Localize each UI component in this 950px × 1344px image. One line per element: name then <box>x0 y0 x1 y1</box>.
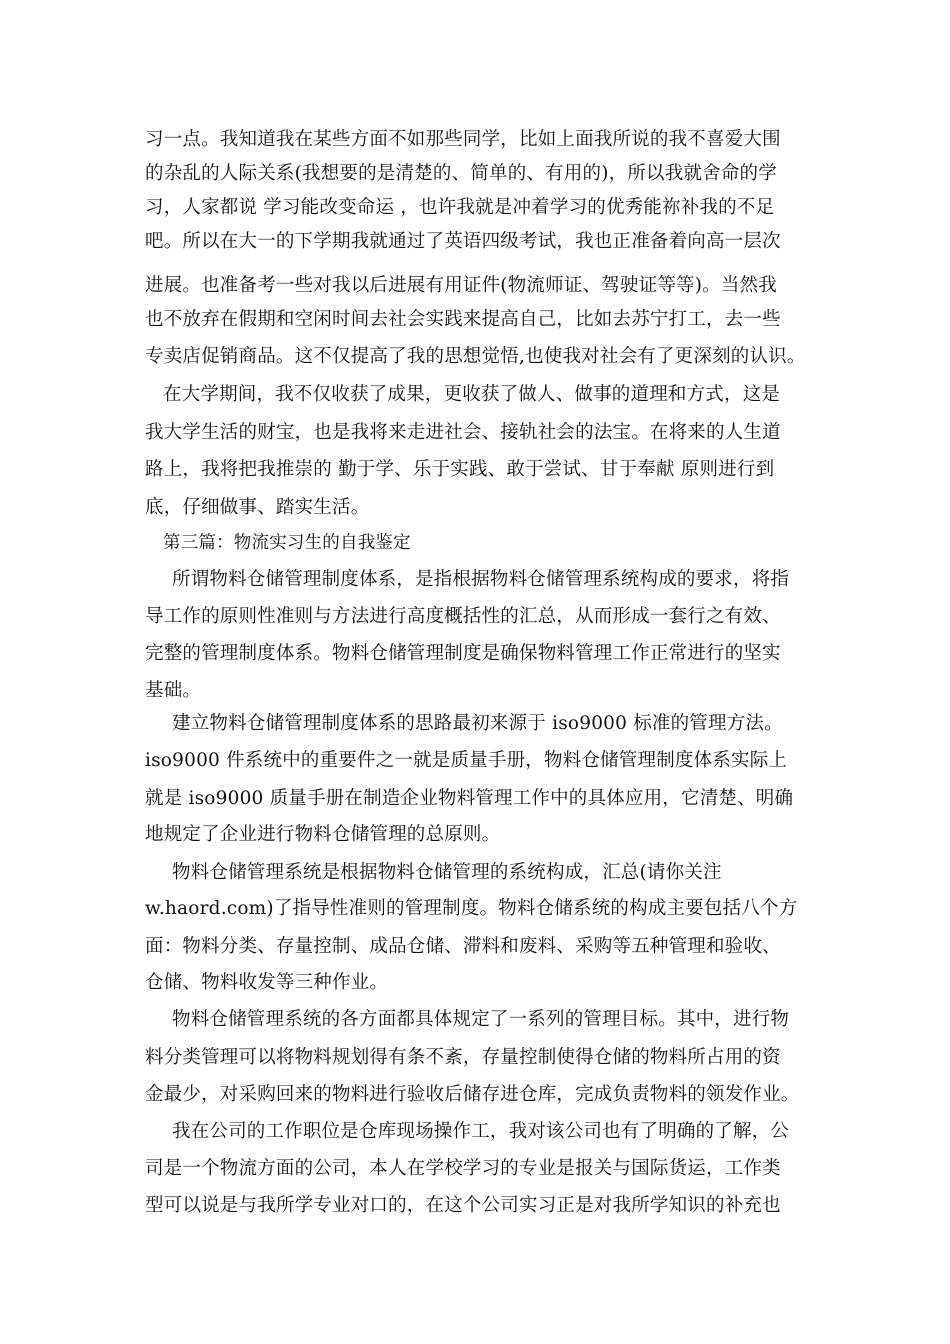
text-line: 仓储、物料收发等三种作业。 <box>145 972 389 993</box>
paragraph-start-line: 物料仓储管理系统的各方面都具体规定了一系列的管理目标。其中，进行物 <box>172 1009 790 1030</box>
paragraph-start-line: 在大学期间，我不仅收获了成果，更收获了做人、做事的道理和方式，这是 <box>163 384 781 405</box>
paragraph-start-line: 所谓物料仓储管理制度体系，是指根据物料仓储管理系统构成的要求，将指 <box>172 569 790 590</box>
text-line: 金最少，对采购回来的物料进行验收后储存进仓库，完成负责物料的领发作业。 <box>145 1084 800 1105</box>
section-heading: 第三篇：物流实习生的自我鉴定 <box>163 533 411 553</box>
text-line: 吧。所以在大一的下学期我就通过了英语四级考试，我也正准备着向高一层次 <box>145 231 781 252</box>
text-line: 习，人家都说 学习能改变命运 ，也许我就是冲着学习的优秀能祢补我的不足 <box>145 197 775 218</box>
text-line: 进展。也准备考一些对我以后进展有用证件(物流师证、驾驶证等等)。当然我 <box>145 275 777 296</box>
text-line: 也不放弃在假期和空闲时间去社会实践来提高自己，比如去苏宁打工，去一些 <box>145 309 781 330</box>
text-line: 基础。 <box>145 680 202 701</box>
text-line: 完整的管理制度体系。物料仓储管理制度是确保物料管理工作正常进行的坚实 <box>145 643 781 664</box>
text-line: 底，仔细做事、踏实生活。 <box>145 497 370 518</box>
text-line: 习一点。我知道我在某些方面不如那些同学，比如上面我所说的我不喜爱大围 <box>145 129 781 150</box>
text-line: 料分类管理可以将物料规划得有条不紊，存量控制使得仓储的物料所占用的资 <box>145 1047 781 1068</box>
text-line: 我大学生活的财宝，也是我将来走进社会、接轨社会的法宝。在将来的人生道 <box>145 422 781 443</box>
text-line: 路上，我将把我推崇的 勤于学、乐于实践、敢于尝试、甘于奉献 原则进行到 <box>145 459 775 480</box>
text-line: 专卖店促销商品。这不仅提高了我的思想觉悟,也使我对社会有了更深刻的认识。 <box>145 346 806 367</box>
text-line: iso9000 件系统中的重要件之一就是质量手册，物料仓储管理制度体系实际上 <box>145 750 788 771</box>
text-line: 地规定了企业进行物料仓储管理的总原则。 <box>145 824 501 845</box>
paragraph-start-line: 我在公司的工作职位是仓库现场操作工，我对该公司也有了明确的了解，公 <box>172 1121 790 1142</box>
paragraph-start-line: 物料仓储管理系统是根据物料仓储管理的系统构成，汇总(请你关注 <box>172 862 722 883</box>
text-line: 的杂乱的人际关系(我想要的是清楚的、简单的、有用的)，所以我就舍命的学 <box>145 163 777 184</box>
text-line: 司是一个物流方面的公司，本人在学校学习的专业是报关与国际货运，工作类 <box>145 1158 781 1179</box>
text-line: 导工作的原则性准则与方法进行高度概括性的汇总，从而形成一套行之有效、 <box>145 606 781 627</box>
text-line: w.haord.com)了指导性准则的管理制度。物料仓储系统的构成主要包括八个方 <box>145 898 798 919</box>
text-line: 型可以说是与我所学专业对口的，在这个公司实习正是对我所学知识的补充也 <box>145 1195 781 1216</box>
paragraph-start-line: 建立物料仓储管理制度体系的思路最初来源于 iso9000 标准的管理方法。 <box>172 713 783 734</box>
text-line: 就是 iso9000 质量手册在制造企业物料管理工作中的具体应用，它清楚、明确 <box>145 788 794 809</box>
text-line: 面：物料分类、存量控制、成品仓储、滞料和废料、采购等五种管理和验收、 <box>145 936 781 957</box>
